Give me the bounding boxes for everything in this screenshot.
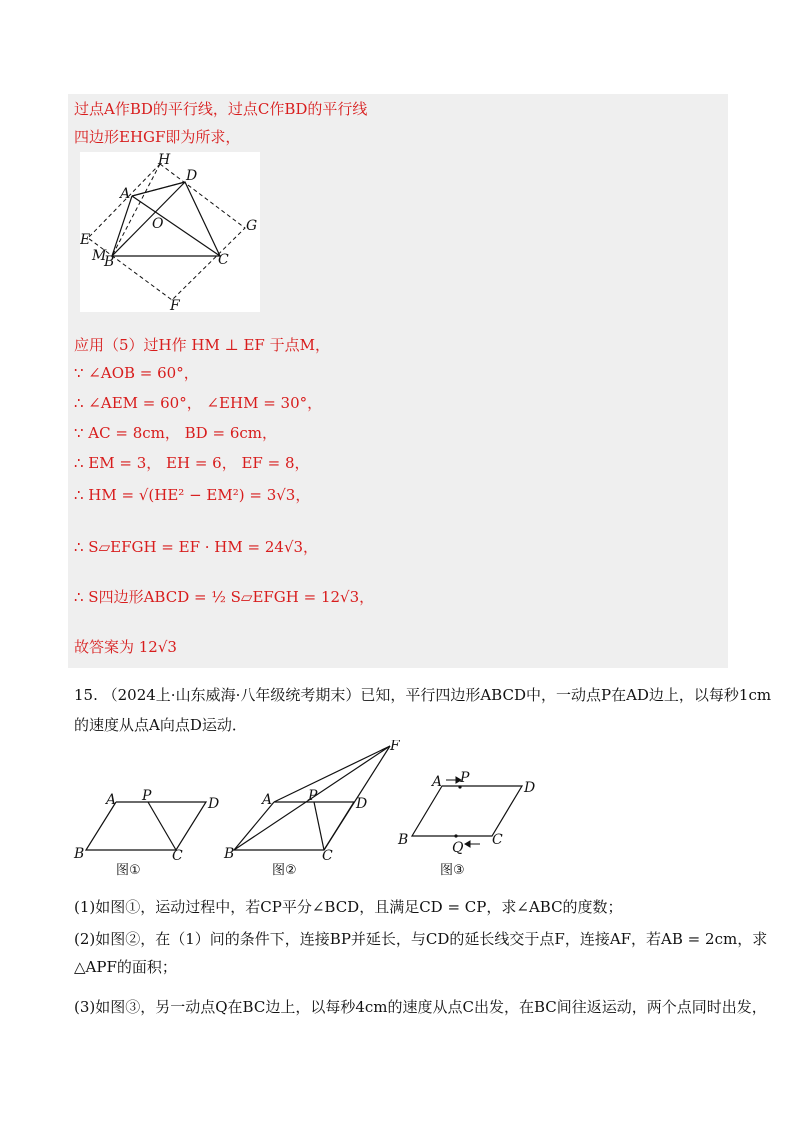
fig2-label-C: C bbox=[322, 848, 333, 864]
label-C: C bbox=[218, 252, 229, 268]
question-line-2: 的速度从点A向点D运动． bbox=[74, 716, 247, 734]
label-D: D bbox=[186, 168, 198, 184]
solution-line-8: ∴ HM = √(HE² − EM²) = 3√3， bbox=[74, 486, 311, 504]
fig3-label-C: C bbox=[492, 832, 503, 848]
question-part-3: (3)如图③，另一动点Q在BC边上，以每秒4cm的速度从点C出发，在BC间往返运动，两个点同时出发， bbox=[74, 998, 767, 1016]
fig2-label-D: D bbox=[356, 796, 368, 812]
fig1-label-C: C bbox=[172, 848, 183, 864]
solution-line-5: ∴ ∠AEM = 60°， ∠EHM = 30°， bbox=[74, 394, 323, 412]
question-part-2a: (2)如图②，在（1）问的条件下，连接BP并延长，与CD的延长线交于点F，连接AF，若AB = 2cm，求 bbox=[74, 930, 768, 948]
question-figures bbox=[68, 740, 568, 880]
fig3-label-B: B bbox=[398, 832, 409, 848]
label-O: O bbox=[152, 216, 164, 232]
fig3-label-A: A bbox=[432, 774, 443, 790]
label-G: G bbox=[246, 218, 258, 234]
solution-line-9: ∴ S▱EFGH = EF · HM = 24√3， bbox=[74, 538, 319, 556]
fig3-caption: 图③ bbox=[440, 863, 465, 878]
solution-line-4: ∵ ∠AOB = 60°， bbox=[74, 364, 199, 382]
label-E: E bbox=[80, 232, 91, 248]
solution-line-10: ∴ S四边形ABCD = ½ S▱EFGH = 12√3， bbox=[74, 588, 375, 606]
solution-line-7: ∴ EM = 3， EH = 6， EF = 8， bbox=[74, 454, 310, 472]
solution-line-11: 故答案为 12√3 bbox=[74, 638, 177, 656]
question-part-1: (1)如图①，运动过程中，若CP平分∠BCD，且满足CD = CP，求∠ABC的度数； bbox=[74, 898, 623, 916]
fig2-label-F: F bbox=[390, 740, 400, 754]
label-F: F bbox=[170, 298, 180, 312]
fig1-caption: 图① bbox=[116, 863, 141, 878]
fig1-label-B: B bbox=[74, 846, 85, 862]
label-M: M bbox=[92, 248, 107, 264]
question-part-2b: △APF的面积； bbox=[74, 958, 177, 976]
solution-line-1: 过点A作BD的平行线，过点C作BD的平行线 bbox=[74, 100, 368, 118]
label-A: A bbox=[120, 186, 131, 202]
fig1-label-A: A bbox=[106, 792, 117, 808]
fig2-label-P: P bbox=[308, 788, 318, 804]
fig1-label-P: P bbox=[142, 788, 152, 804]
label-H: H bbox=[158, 152, 171, 168]
solution-line-2: 四边形EHGF即为所求， bbox=[74, 128, 241, 146]
fig3-label-P: P bbox=[460, 770, 470, 786]
solution-line-3: 应用（5）过H作 HM ⊥ EF 于点M， bbox=[74, 336, 330, 354]
fig2-label-B: B bbox=[224, 846, 235, 862]
fig2-label-A: A bbox=[262, 792, 273, 808]
question-header: 15. （2024上·山东威海·八年级统考期末）已知，平行四边形ABCD中，一动点P在AD边上，以每秒1cm bbox=[74, 686, 772, 704]
fig3-label-D: D bbox=[524, 780, 536, 796]
fig1-label-D: D bbox=[208, 796, 220, 812]
fig3-label-Q: Q bbox=[452, 840, 464, 856]
fig2-caption: 图② bbox=[272, 863, 297, 878]
construction-figure bbox=[80, 152, 260, 312]
label-B: B bbox=[104, 254, 115, 270]
solution-line-6: ∵ AC = 8cm， BD = 6cm， bbox=[74, 424, 277, 442]
